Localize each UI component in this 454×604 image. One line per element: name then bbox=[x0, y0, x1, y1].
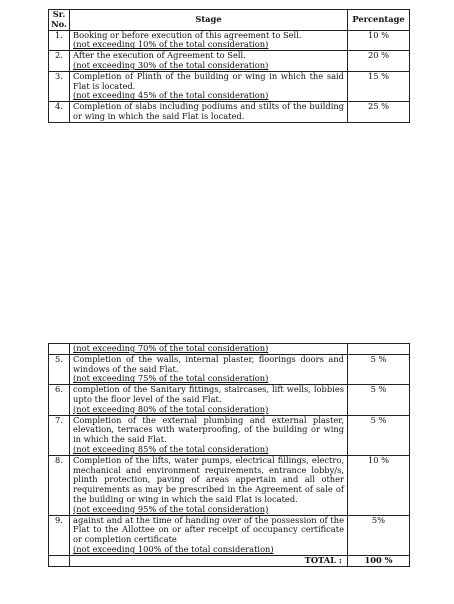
row-number: 6. bbox=[49, 385, 70, 415]
carry-over-row bbox=[49, 344, 410, 355]
stage-cell bbox=[70, 515, 348, 555]
percentage-cell: 10 % bbox=[348, 30, 410, 51]
stage-note: (not exceeding 100% of the total consideration) bbox=[73, 543, 274, 554]
sr-no-header: Sr. No. bbox=[49, 10, 70, 31]
percentage-header: Percentage bbox=[348, 10, 410, 31]
stage-note: (not exceeding 75% of the total consideration) bbox=[73, 373, 269, 384]
percentage-cell-empty bbox=[348, 344, 410, 355]
table-row bbox=[49, 415, 410, 455]
table-row bbox=[49, 51, 410, 72]
stage-text: Booking or before execution of this agreement to Sell. bbox=[73, 29, 302, 40]
percentage-cell: 25 % bbox=[348, 102, 410, 123]
row-number: 5. bbox=[49, 354, 70, 384]
stage-cell bbox=[70, 415, 348, 455]
percentage-cell: 5 % bbox=[348, 415, 410, 455]
stage-text: After the execution of Agreement to Sell. bbox=[73, 50, 246, 61]
stage-cell bbox=[70, 102, 348, 123]
total-row bbox=[49, 555, 410, 566]
row-number: 4. bbox=[49, 102, 70, 123]
stage-note: (not exceeding 95% of the total consideration) bbox=[73, 503, 269, 514]
stage-text: Completion of slabs including podiums and stilts of the building or wing in which the said Flat is located. bbox=[73, 101, 344, 121]
table-row bbox=[49, 102, 410, 123]
stage-header: Stage bbox=[70, 10, 348, 31]
payment-schedule-table-top bbox=[48, 9, 410, 123]
row-number: 9. bbox=[49, 515, 70, 555]
percentage-cell: 15 % bbox=[348, 71, 410, 101]
table-row bbox=[49, 71, 410, 101]
stage-cell bbox=[70, 71, 348, 101]
row-number: 3. bbox=[49, 71, 70, 101]
table-row bbox=[49, 515, 410, 555]
table-row bbox=[49, 30, 410, 51]
stage-text: completion of the Sanitary fittings, staircases, lift wells, lobbies upto the floor level of the said Flat. bbox=[73, 384, 344, 404]
stage-text: Completion of the walls, internal plaster, floorings doors and windows of the said Flat. bbox=[73, 353, 344, 374]
payment-schedule-table-continued bbox=[48, 343, 410, 567]
stage-cell bbox=[70, 354, 348, 384]
percentage-cell: 20 % bbox=[348, 51, 410, 72]
stage-text: against and at the time of handing over of the possession of the Flat to the Allottee on or after receipt of occupancy certificate or completion certificate bbox=[73, 514, 344, 545]
stage-cell bbox=[70, 30, 348, 51]
table-header-row bbox=[49, 10, 410, 31]
percentage-cell: 5 % bbox=[348, 385, 410, 415]
stage-note: (not exceeding 80% of the total consideration) bbox=[73, 403, 269, 414]
percentage-cell: 5 % bbox=[348, 354, 410, 384]
row-number: 8. bbox=[49, 455, 70, 515]
table-row bbox=[49, 455, 410, 515]
percentage-cell: 5% bbox=[348, 515, 410, 555]
percentage-cell: 10 % bbox=[348, 455, 410, 515]
stage-text: Completion of Plinth of the building or wing in which the said Flat is located. bbox=[73, 70, 344, 91]
carry-over-note: (not exceeding 70% of the total consideration) bbox=[73, 343, 269, 353]
row-number-empty bbox=[49, 344, 70, 355]
stage-cell bbox=[70, 344, 348, 355]
row-number: 2. bbox=[49, 51, 70, 72]
stage-note: (not exceeding 10% of the total consideration) bbox=[73, 39, 269, 50]
stage-note: (not exceeding 85% of the total consideration) bbox=[73, 443, 269, 454]
row-number-empty bbox=[49, 555, 70, 566]
total-value: 100 % bbox=[348, 555, 410, 566]
stage-cell bbox=[70, 385, 348, 415]
stage-text: Completion of the lifts, water pumps, electrical fillings, electro, mechanical and environment requirements, entrance lobby/s, plinth protection, paving of areas appertain and all other requirements as may be prescribed in the Agreement of sale of the building or wing in which the said Flat is located. bbox=[73, 454, 344, 504]
total-label: TOTAL : bbox=[70, 555, 348, 566]
table-row bbox=[49, 354, 410, 384]
stage-note: (not exceeding 45% of the total consideration) bbox=[73, 90, 269, 101]
stage-cell bbox=[70, 51, 348, 72]
table-row bbox=[49, 385, 410, 415]
row-number: 7. bbox=[49, 415, 70, 455]
stage-text: Completion of the external plumbing and external plaster, elevation, terraces with waterproofing, of the building or wing in which the said Flat. bbox=[73, 414, 344, 445]
row-number: 1. bbox=[49, 30, 70, 51]
stage-note: (not exceeding 30% of the total consideration) bbox=[73, 59, 269, 70]
stage-cell bbox=[70, 455, 348, 515]
